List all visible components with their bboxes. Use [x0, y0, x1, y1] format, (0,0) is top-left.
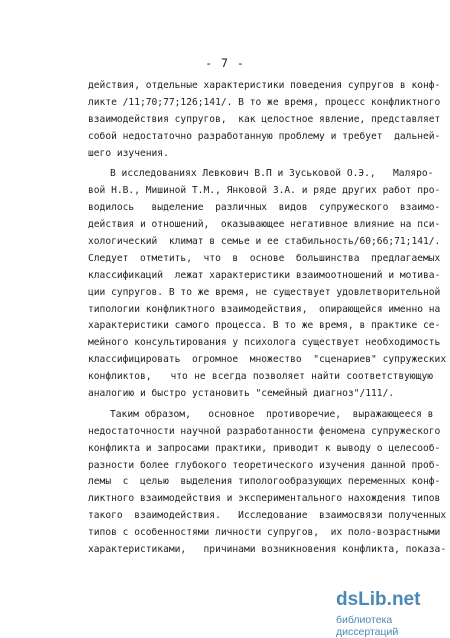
watermark-logo[interactable]: dsLib.net [336, 589, 421, 610]
text-line: хологический климат в семье и ее стабильность/60;66;71;141/. [88, 236, 441, 248]
text-line: мейного консультирования у психолога существует необходимость [88, 337, 441, 349]
text-line: действия, отдельные характеристики поведения супругов в конф- [88, 80, 441, 91]
text-line: собой недостаточно разработанную проблему и требует дальней- [88, 130, 441, 142]
text-line: недостаточности научной разработанности феномена супружеского [88, 425, 441, 437]
text-line: типов с особенностями личности супругов, их поло-возрастными [88, 527, 441, 539]
document-body [88, 78, 447, 559]
text-line: аналогию и быстро установить "семейный диагноз"/111/. [88, 388, 395, 400]
text-line: водилось выделение различных видов супружеского взаимо- [88, 202, 441, 214]
text-line: характеристики самого процесса. В то же время, в практике се- [88, 320, 441, 332]
text-line: вой Н.В., Мишиной Т.М., Янковой З.А. и ряде других работ про- [88, 185, 441, 197]
text-line: типологии конфликтного взаимодействия, опирающейся именно на [88, 303, 441, 315]
text-line: ликтного взаимодействия и экспериментального нахождения типов [88, 493, 441, 505]
paragraph [88, 78, 441, 162]
text-line: классифицировать огромное множество "сценариев" супружеских [88, 354, 447, 366]
text-line: В исследованиях Левкович В.П и Зуськовой О.Э., Маляро- [110, 168, 434, 180]
text-line: Таким образом, основное противоречие, выражающееся в [110, 408, 434, 420]
watermark-subtitle: библиотека диссертаций [336, 614, 399, 638]
text-line: конфликта и запросами практики, приводит к выводу о целесооб- [88, 442, 441, 454]
page-number: - 7 - [205, 56, 245, 70]
text-line: конфликтов, что не всегда позволяет найти соответствующую [88, 371, 433, 383]
paragraph [88, 407, 447, 559]
text-line: шего изучения. [88, 147, 169, 159]
text-line: действия и отношений, оказывающее негативное влияние на пси- [88, 219, 441, 231]
text-line: ликте /11;70;77;126;141/. В то же время, процесс конфликтного [88, 96, 441, 108]
text-line: взаимодействия супругов, как целостное явление, представляет [88, 113, 441, 125]
text-line: лемы с целью выделения типологообразующих переменных конф- [88, 476, 441, 488]
paragraph [88, 166, 447, 402]
text-line: ции супругов. В то же время, не существует удовлетворительной [88, 286, 441, 298]
text-line: Следует отметить, что в основе большинства предлагаемых [88, 252, 441, 264]
text-line: такого взаимодействия. Исследование взаимосвязи полученных [88, 510, 447, 522]
text-line: разности более глубокого теоретического изучения данной проб- [88, 459, 441, 471]
text-line: характеристиками, причинами возникновения конфликта, показа- [88, 544, 447, 556]
text-line: классификаций лежат характеристики взаимоотношений и мотива- [88, 269, 441, 281]
